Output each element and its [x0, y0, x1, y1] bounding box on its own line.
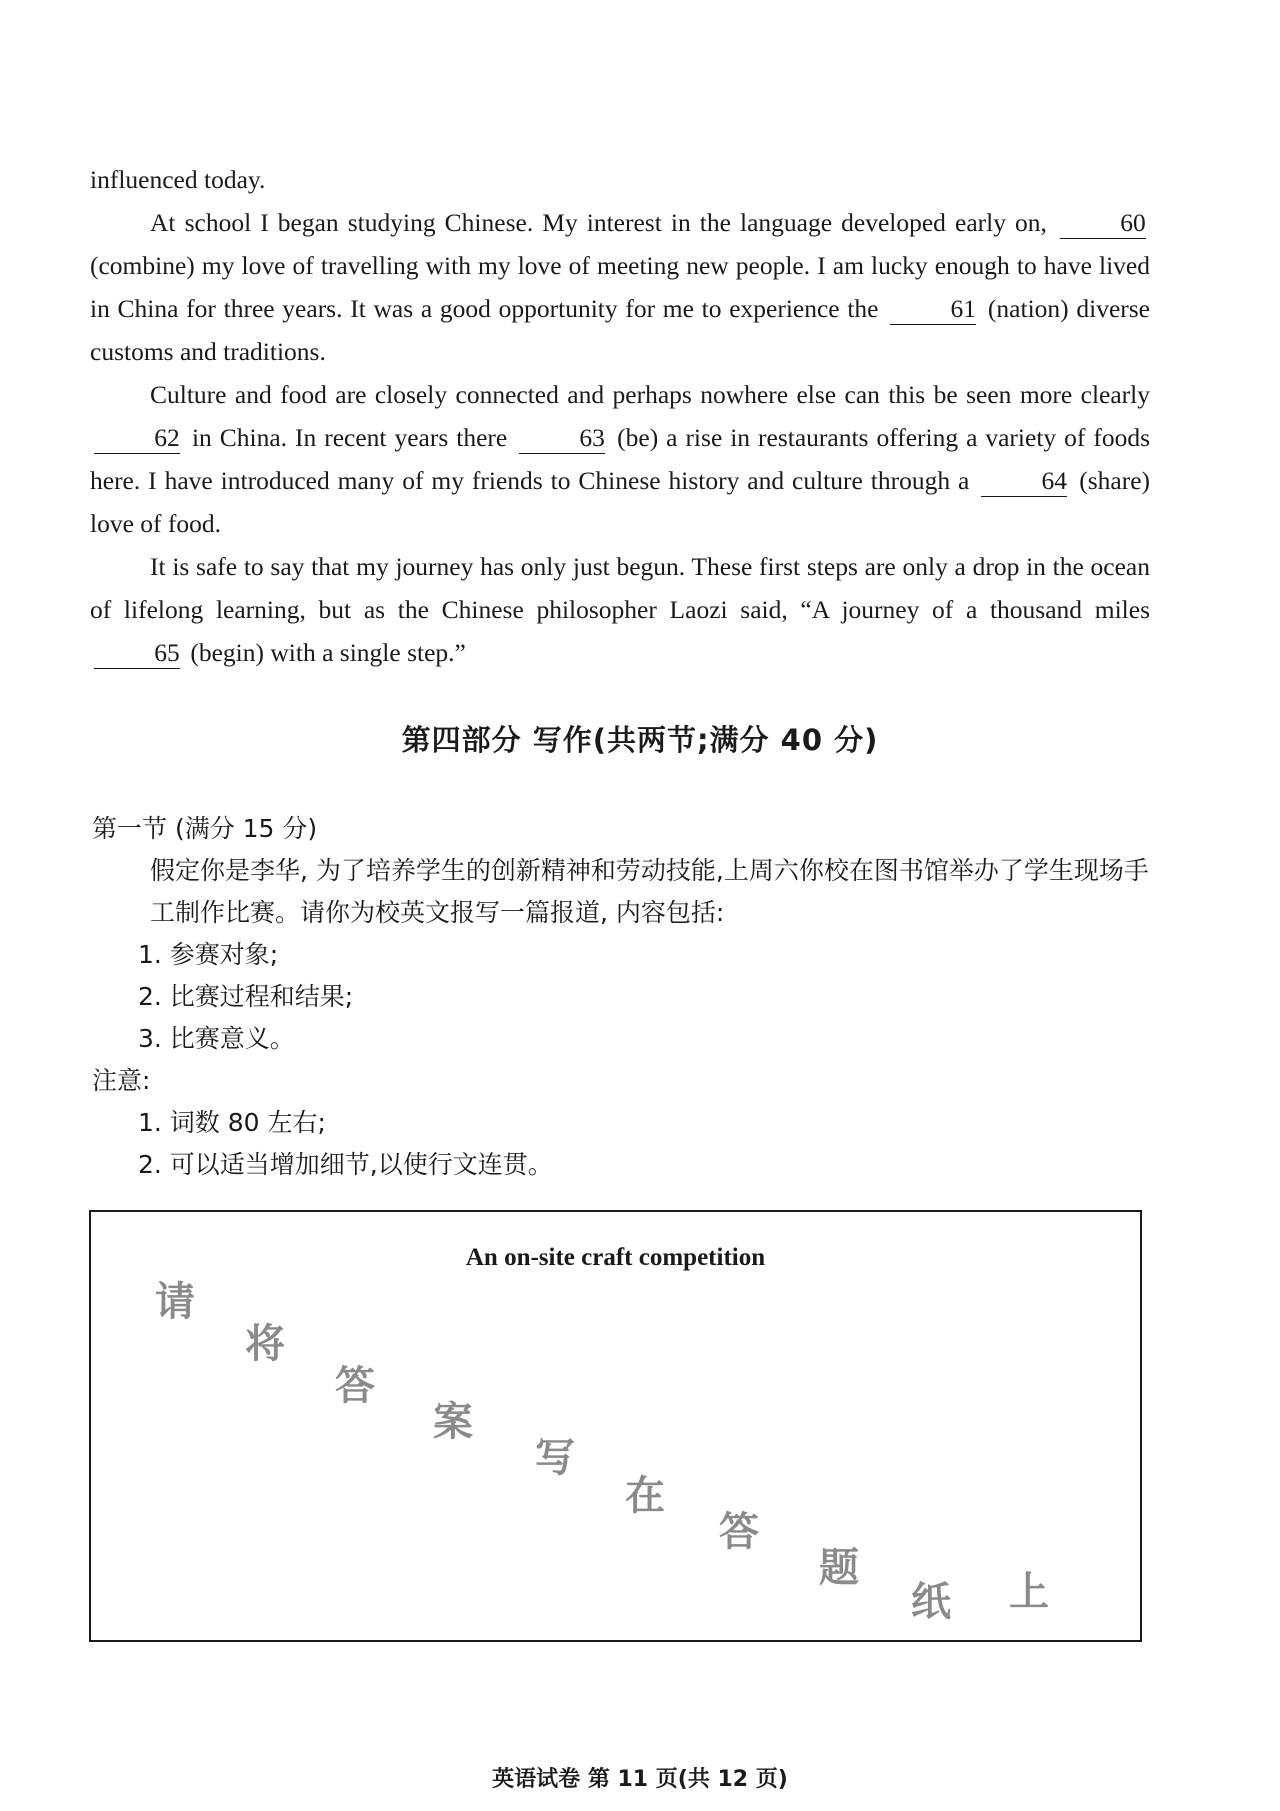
note-item: 2. 可以适当增加细节,以使行文连贯。: [138, 1150, 553, 1179]
content-item: 3. 比赛意义。: [138, 1024, 295, 1053]
answer-sheet-stamp-char: 纸: [911, 1579, 951, 1625]
passage-paragraph: [90, 158, 1150, 201]
passage-paragraph: [90, 545, 1150, 674]
blank-61: 61: [890, 294, 976, 325]
passage-text: It is safe to say that my journey has only just begun. These first steps are only a drop in the ocean of lifelong learning, but as the Chinese philosopher Laozi said, “A journey of a thousand miles: [90, 552, 1150, 624]
answer-sheet-stamp-char: 请: [155, 1279, 195, 1325]
passage-text: (nation) diverse customs and traditions.: [90, 294, 1150, 366]
note-label: 注意:: [92, 1066, 151, 1095]
writing-instructions: [92, 808, 1152, 1186]
answer-sheet-stamp-char: 案: [433, 1399, 473, 1445]
answer-sheet-stamp-char: 答: [335, 1363, 375, 1409]
answer-sheet-stamp-char: 在: [625, 1473, 665, 1519]
passage-text: (be) a rise in restaurants offering a variety of foods here. I have introduced many of my friends to Chinese history and culture through a: [90, 423, 1150, 495]
passage-text: At school I began studying Chinese. My interest in the language developed early on,: [150, 208, 1047, 237]
answer-sheet-stamp-char: 将: [245, 1321, 285, 1367]
passage-text: (share) love of food.: [90, 466, 1151, 538]
essay-title: An on-site craft competition: [465, 1244, 766, 1271]
blank-65: 65: [94, 638, 180, 669]
passage-text: influenced today.: [90, 165, 266, 194]
passage-text: (combine) my love of travelling with my love of meeting new people. I am lucky enough to have lived in China for three years. It was a good opportunity for me to experience the: [90, 251, 1150, 323]
passage-paragraph: [90, 373, 1150, 545]
blank-64: 64: [981, 466, 1067, 497]
answer-sheet-stamp-char: 题: [819, 1545, 859, 1591]
passage-text: Culture and food are closely connected and perhaps nowhere else can this be seen more clearly: [150, 380, 1150, 409]
passage-paragraph: [90, 201, 1150, 373]
content-item: 1. 参赛对象;: [138, 940, 279, 969]
answer-sheet-stamp-char: 答: [719, 1509, 759, 1555]
writing-prompt: 假定你是李华, 为了培养学生的创新精神和劳动技能,上周六你校在图书馆举办了学生现场手工制作比赛。请你为校英文报写一篇报道, 内容包括:: [150, 856, 1149, 927]
page-footer: 英语试卷 第 11 页(共 12 页): [492, 1767, 788, 1792]
answer-box: [89, 1210, 1142, 1642]
passage-text: in China. In recent years there: [191, 423, 508, 452]
part-heading: 第一节 (满分 15 分): [92, 814, 318, 843]
answer-sheet-stamp-char: 上: [1009, 1569, 1049, 1615]
blank-63: 63: [519, 423, 605, 454]
passage-text: (begin) with a single step.”: [190, 638, 466, 667]
section-title: 第四部分 写作(共两节;满分 40 分): [401, 723, 879, 757]
content-item: 2. 比赛过程和结果;: [138, 982, 354, 1011]
blank-62: 62: [94, 423, 180, 454]
grammar-fill-passage: [90, 158, 1150, 674]
answer-sheet-stamp-char: 写: [535, 1435, 575, 1481]
blank-60: 60: [1060, 208, 1146, 239]
note-item: 1. 词数 80 左右;: [138, 1108, 326, 1137]
